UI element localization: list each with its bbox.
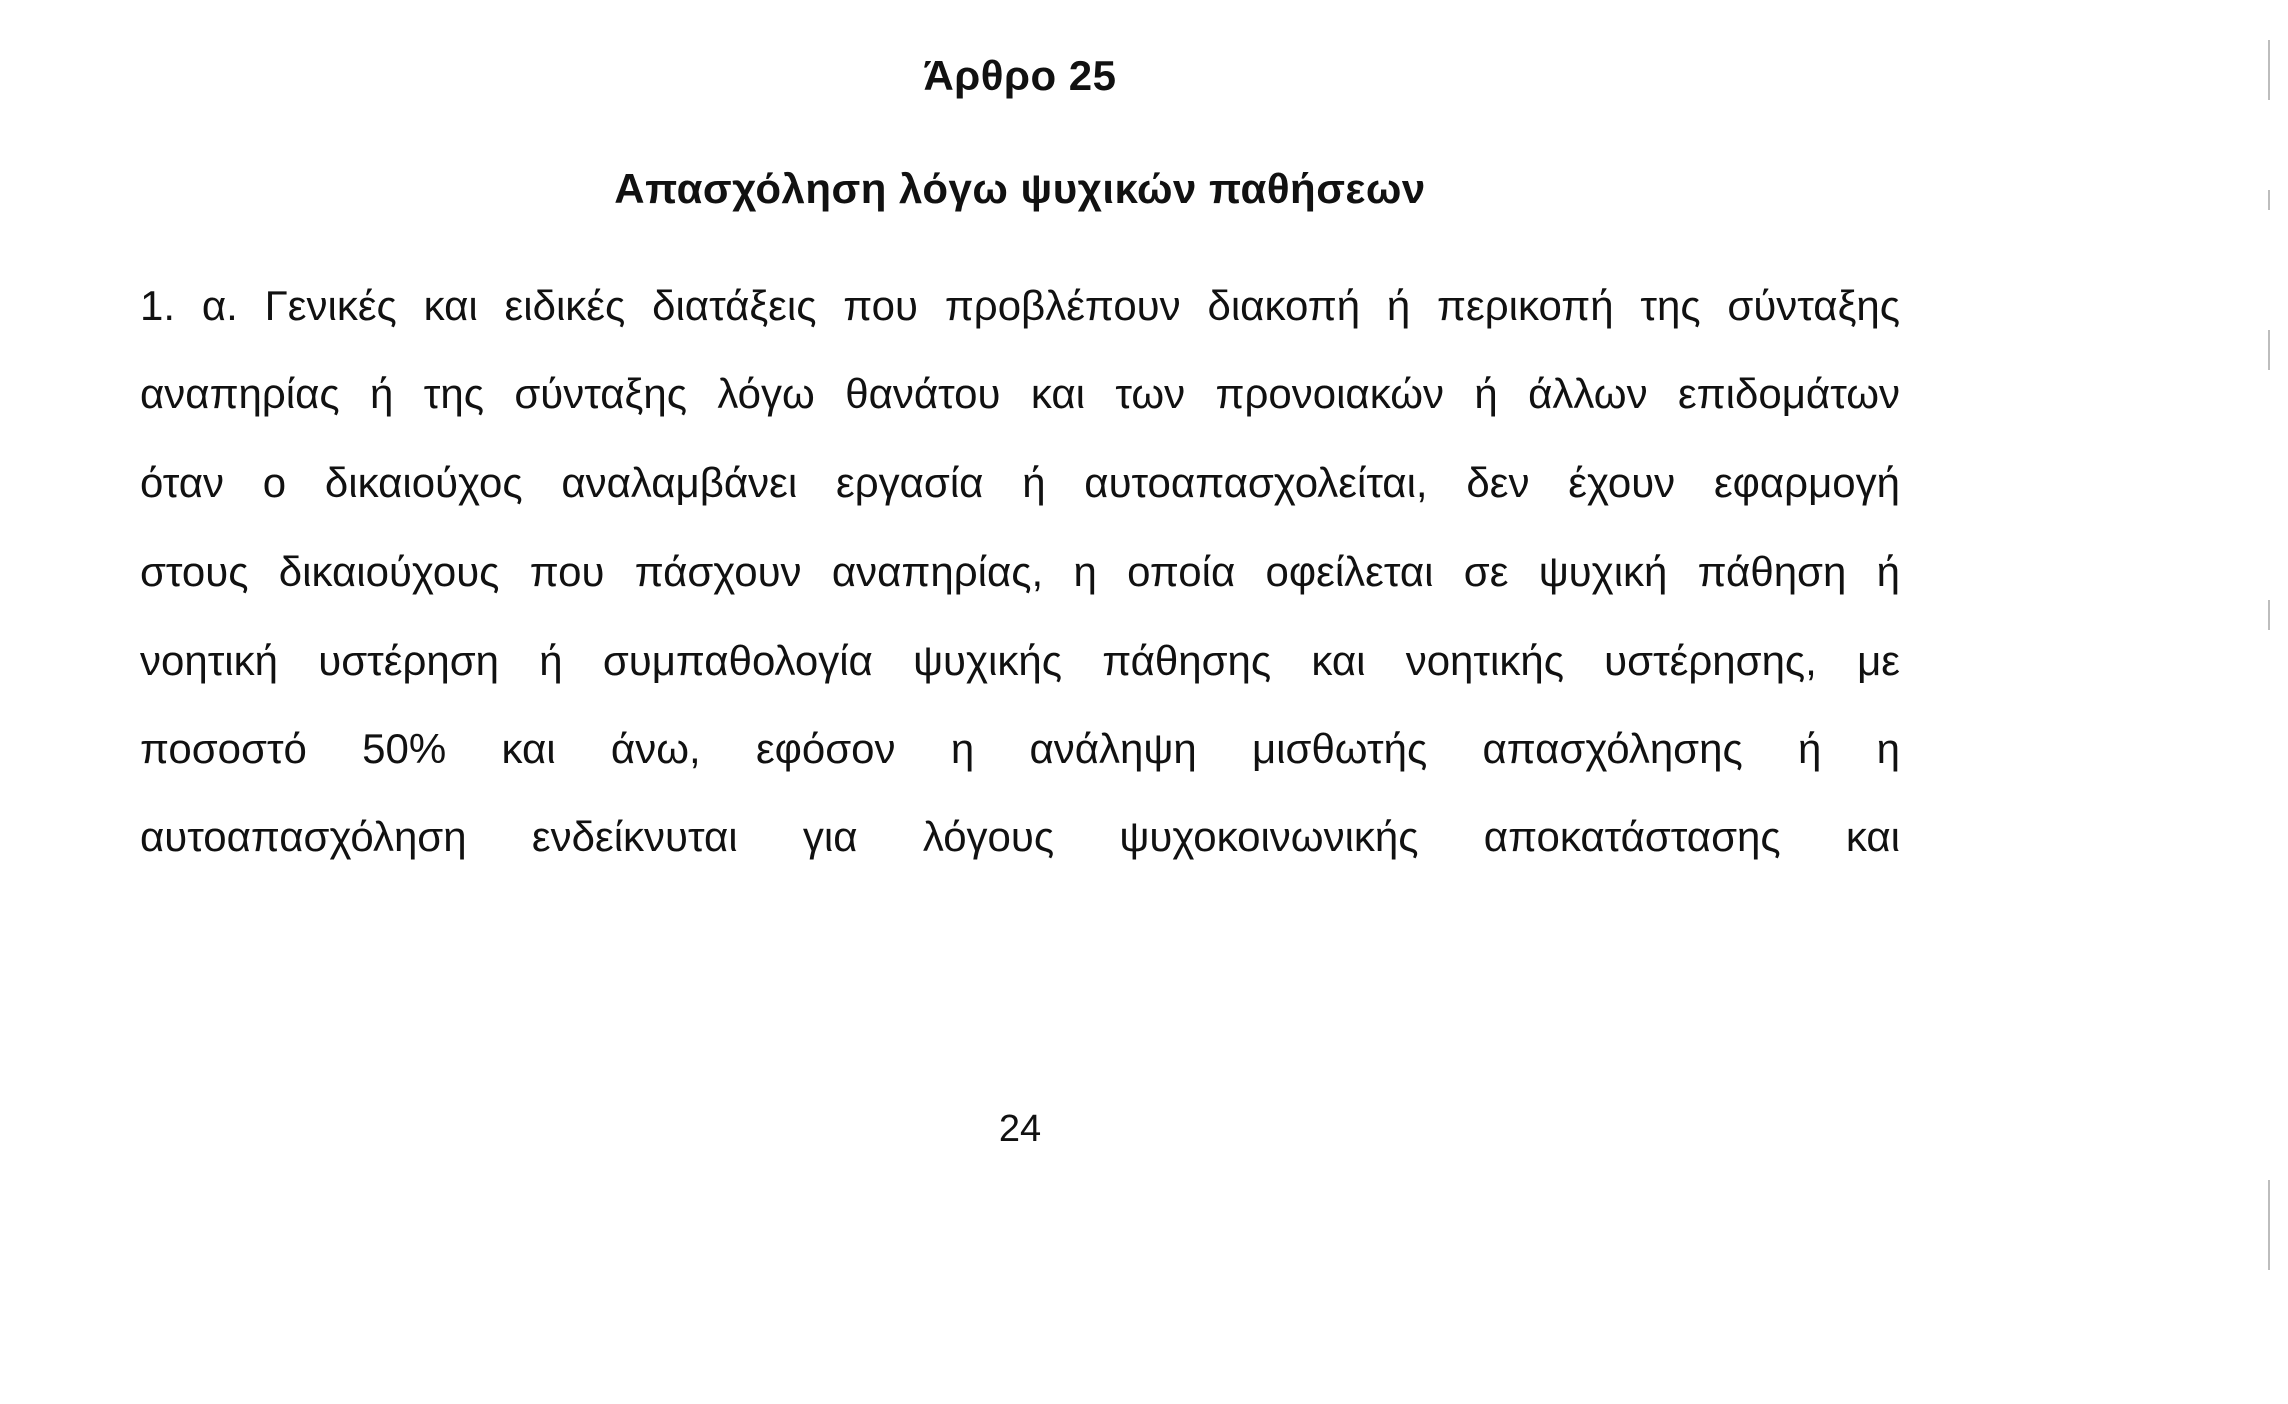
- scan-margin-mark: [2268, 40, 2270, 100]
- paragraph-line-5: νοητική υστέρηση ή συμπαθολογία ψυχικής πάθησης και νοητικής υστέρησης, με: [140, 637, 1900, 684]
- paragraph-line-4: στους δικαιούχους που πάσχουν αναπηρίας, η οποία οφείλεται σε ψυχική πάθηση ή: [140, 548, 1900, 595]
- scan-margin-mark: [2268, 190, 2270, 210]
- article-subheading: Απασχόληση λόγω ψυχικών παθήσεων: [614, 165, 1426, 212]
- scan-margin-mark: [2268, 1180, 2270, 1270]
- paragraph-line-3: όταν ο δικαιούχος αναλαμβάνει εργασία ή αυτοαπασχολείται, δεν έχουν εφαρμογή: [140, 459, 1900, 506]
- paragraph-line-7: αυτοαπασχόληση ενδείκνυται για λόγους ψυχοκοινωνικής αποκατάστασης και: [140, 813, 1900, 860]
- scan-margin-mark: [2268, 600, 2270, 630]
- article-heading: Άρθρο 25: [923, 52, 1117, 99]
- page-number: 24: [998, 1108, 1042, 1150]
- paragraph-line-2: αναπηρίας ή της σύνταξης λόγω θανάτου και των προνοιακών ή άλλων επιδομάτων: [140, 370, 1900, 417]
- paragraph-line-1: 1. α. Γενικές και ειδικές διατάξεις που προβλέπουν διακοπή ή περικοπή της σύνταξης: [140, 282, 1900, 329]
- paragraph-line-6: ποσοστό 50% και άνω, εφόσον η ανάληψη μισθωτής απασχόλησης ή η: [140, 725, 1900, 772]
- scan-margin-mark: [2268, 330, 2270, 370]
